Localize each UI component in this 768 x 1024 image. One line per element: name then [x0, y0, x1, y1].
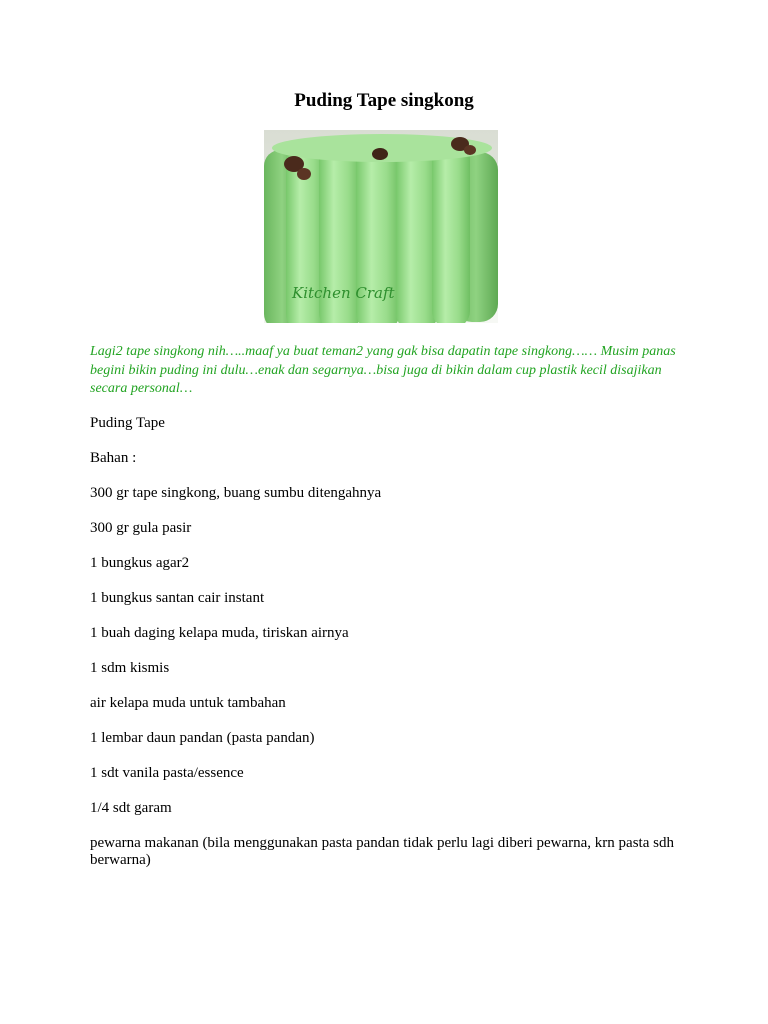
ingredient-item: 1/4 sdt garam — [90, 800, 172, 816]
recipe-subtitle: Puding Tape — [90, 415, 165, 431]
page-title: Puding Tape singkong — [294, 90, 474, 111]
ingredient-item: 1 bungkus santan cair instant — [90, 590, 265, 606]
ingredient-item: 1 bungkus agar2 — [90, 555, 190, 571]
ingredient-item: 1 sdt vanila pasta/essence — [90, 765, 244, 781]
ingredient-item: pewarna makanan (bila menggunakan pasta pandan tidak perlu lagi diberi pewarna, krn pasta sdh berwarna) — [90, 835, 674, 868]
intro-paragraph: Lagi2 tape singkong nih…..maaf ya buat teman2 yang gak bisa dapatin tape singkong…… Musim panas begini bikin puding ini dulu…enak dan segarnya…bisa juga di bikin dalam cup plastik kecil disajikan secara personal… — [90, 344, 676, 396]
ingredient-item: 1 buah daging kelapa muda, tiriskan airnya — [90, 625, 349, 641]
ingredient-item: 300 gr gula pasir — [90, 520, 192, 536]
ingredient-item: 300 gr tape singkong, buang sumbu ditengahnya — [90, 485, 382, 501]
ingredients-header: Bahan : — [90, 450, 137, 466]
ingredient-item: air kelapa muda untuk tambahan — [90, 695, 286, 711]
recipe-content — [90, 415, 690, 887]
photo-watermark: Kitchen Craft — [292, 284, 395, 302]
ingredient-item: 1 sdm kismis — [90, 660, 170, 676]
ingredient-item: 1 lembar daun pandan (pasta pandan) — [90, 730, 315, 746]
pudding-photo — [264, 130, 498, 323]
